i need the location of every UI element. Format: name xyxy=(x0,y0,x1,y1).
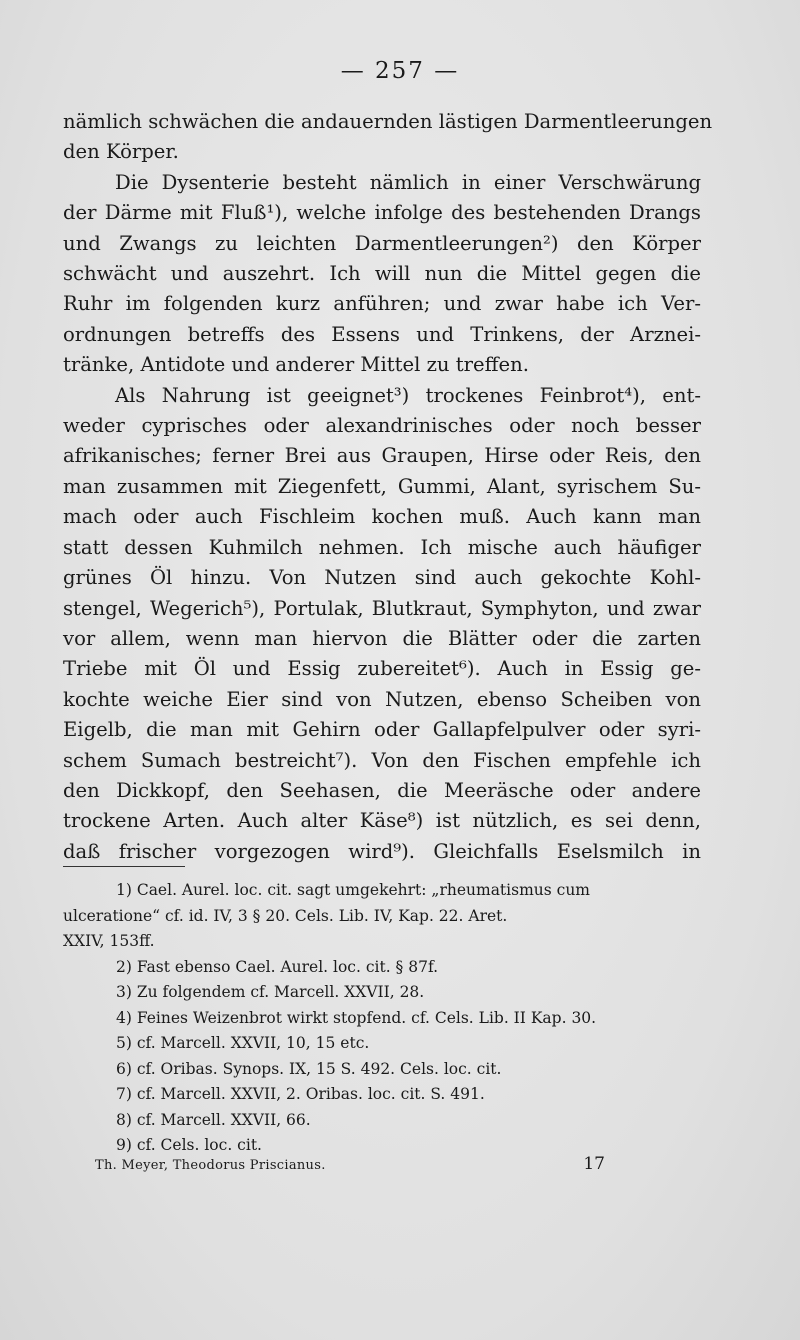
text-line: trockene Arten. Auch alter Käse⁸) ist nützlich, es sei denn, xyxy=(63,809,701,833)
text-line: vor allem, wenn man hiervon die Blätter oder die zarten xyxy=(63,626,701,650)
footnote-line: 7) cf. Marcell. XXVII, 2. Oribas. loc. cit. S. 491. xyxy=(116,1085,485,1103)
text-line: kochte weiche Eier sind von Nutzen, ebenso Scheiben von xyxy=(63,687,701,711)
footnote-separator xyxy=(63,866,185,867)
footnote-line: 1) Cael. Aurel. loc. cit. sagt umgekehrt: „rheumatismus cum xyxy=(116,881,590,899)
main-text-block xyxy=(63,107,713,867)
footnote-line: 8) cf. Marcell. XXVII, 66. xyxy=(116,1110,311,1129)
text-line: nämlich schwächen die andauernden lästigen Darmentleerungen xyxy=(63,110,713,133)
text-line: daß frischer vorgezogen wird⁹). Gleichfalls Eselsmilch in xyxy=(63,839,701,863)
footnotes-block xyxy=(63,878,701,1159)
signature-number: 17 xyxy=(583,1154,605,1174)
footnote-line: 4) Feines Weizenbrot wirkt stopfend. cf. Cels. Lib. II Kap. 30. xyxy=(116,1008,597,1027)
signature-line: Th. Meyer, Theodorus Priscianus. xyxy=(95,1158,326,1173)
text-line: den Körper. xyxy=(63,140,179,164)
text-line: Eigelb, die man mit Gehirn oder Gallapfelpulver oder syri- xyxy=(63,718,701,742)
text-line: Triebe mit Öl und Essig zubereitet⁶). Auch in Essig ge- xyxy=(63,657,701,681)
text-line: statt dessen Kuhmilch nehmen. Ich mische auch häufiger xyxy=(63,535,701,559)
footnote-line: 2) Fast ebenso Cael. Aurel. loc. cit. § 87f. xyxy=(116,957,439,976)
text-line: grünes Öl hinzu. Von Nutzen sind auch gekochte Kohl- xyxy=(63,566,701,590)
text-line: und Zwangs zu leichten Darmentleerungen²) den Körper xyxy=(63,231,701,255)
text-line: ordnungen betreffs des Essens und Trinkens, der Arznei- xyxy=(63,322,701,346)
footnote-line: 3) Zu folgendem cf. Marcell. XXVII, 28. xyxy=(116,983,425,1001)
footnote-line: 9) cf. Cels. loc. cit. xyxy=(116,1136,262,1154)
text-line: man zusammen mit Ziegenfett, Gummi, Alant, syrischem Su- xyxy=(63,474,701,498)
text-line: mach oder auch Fischleim kochen muß. Auch kann man xyxy=(63,505,701,529)
footnote-line: ulceratione“ cf. id. IV, 3 § 20. Cels. Lib. IV, Kap. 22. Aret. xyxy=(63,906,508,925)
footnote-line: 5) cf. Marcell. XXVII, 10, 15 etc. xyxy=(116,1034,370,1052)
footnote-line: XXIV, 153ff. xyxy=(63,932,155,950)
text-line: afrikanisches; ferner Brei aus Graupen, Hirse oder Reis, den xyxy=(63,444,701,468)
text-line: Als Nahrung ist geeignet³) trockenes Feinbrot⁴), ent- xyxy=(115,383,701,407)
text-line: schwächt und auszehrt. Ich will nun die Mittel gegen die xyxy=(63,262,701,286)
text-line: schem Sumach bestreicht⁷). Von den Fischen empfehle ich xyxy=(63,748,701,772)
footnote-line: 6) cf. Oribas. Synops. IX, 15 S. 492. Cels. loc. cit. xyxy=(116,1059,502,1078)
text-line: Die Dysenterie besteht nämlich in einer Verschwärung xyxy=(115,170,701,194)
text-line: der Därme mit Fluß¹), welche infolge des bestehenden Drangs xyxy=(63,201,701,225)
text-line: den Dickkopf, den Seehasen, die Meeräsche oder andere xyxy=(63,778,701,802)
text-line: weder cyprisches oder alexandrinisches oder noch besser xyxy=(63,414,701,438)
page-number: — 257 — xyxy=(340,58,460,84)
text-line: tränke, Antidote und anderer Mittel zu treffen. xyxy=(63,353,529,377)
text-line: stengel, Wegerich⁵), Portulak, Blutkraut, Symphyton, und zwar xyxy=(63,596,701,620)
text-line: Ruhr im folgenden kurz anführen; und zwar habe ich Ver- xyxy=(63,292,701,316)
